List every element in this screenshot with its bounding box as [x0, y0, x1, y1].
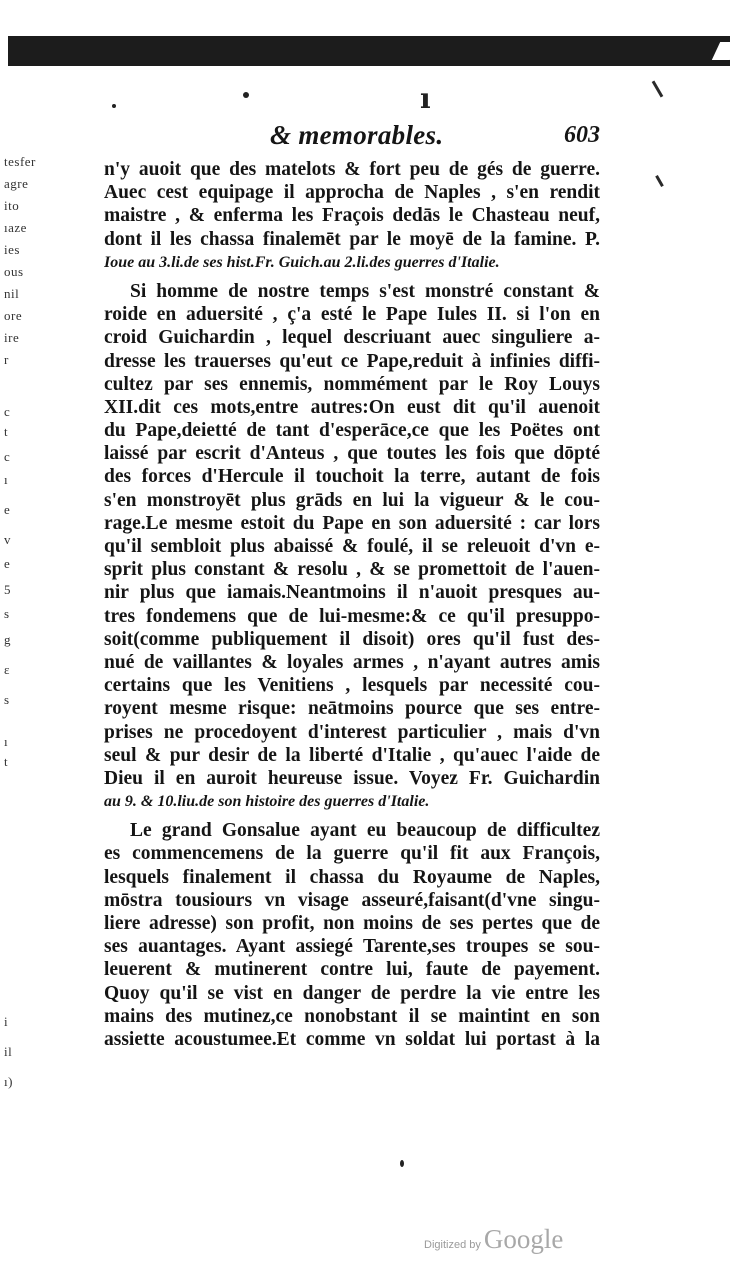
margin-fragment: e — [4, 502, 11, 517]
margin-fragment: c — [4, 449, 11, 464]
margin-fragment: ıaze — [4, 220, 27, 235]
citation-line: au 9. & 10.liu.de son histoire des guerres d'Italie. — [104, 793, 430, 811]
margin-fragment: 5 — [4, 582, 11, 597]
text-line: prises ne procedoyent d'interest particulier , mais d'vn — [104, 721, 600, 743]
text-line: roide en aduersité , ç'a esté le Pape Iules II. si l'on en — [104, 304, 600, 326]
text-line: Auec cest equipage il approcha de Naples , s'en rendit — [104, 182, 600, 204]
text-line: rage.Le mesme estoit du Pape en son aduersité : car lors — [104, 512, 600, 534]
margin-fragment: t — [4, 424, 9, 439]
margin-fragment: tesfer — [4, 154, 36, 169]
margin-fragment: c — [4, 404, 11, 419]
margin-fragment: ous — [4, 264, 24, 279]
text-line: Le grand Gonsalue ayant eu beaucoup de difficultez — [130, 820, 600, 842]
ink-stroke — [652, 80, 664, 97]
text-line: dont il les chassa finalemēt par le moyē de la famine. P. — [104, 228, 600, 250]
text-line: laissé par escrit d'Anteus , que toutes les fois que dōpté — [104, 443, 600, 465]
ink-speck — [112, 104, 116, 108]
ink-stroke — [655, 175, 664, 187]
margin-fragment: ore — [4, 308, 23, 323]
margin-fragment: v — [4, 532, 11, 547]
margin-fragment: ire — [4, 330, 20, 345]
margin-fragment: s — [4, 692, 10, 707]
text-line: Quoy qu'il se vist en danger de perdre la vie entre les — [104, 982, 600, 1004]
page-number: 603 — [564, 122, 600, 148]
citation-line: Ioue au 3.li.de ses hist.Fr. Guich.au 2.li.des guerres d'Italie. — [104, 253, 500, 271]
page-header — [270, 120, 600, 160]
ink-speck — [400, 1160, 404, 1167]
text-line: Si homme de nostre temps s'est monstré constant & — [130, 280, 600, 302]
google-logo: Google — [483, 1224, 564, 1254]
margin-fragment: ies — [4, 242, 20, 257]
margin-fragment: s — [4, 606, 10, 621]
margin-fragment: i — [4, 1014, 9, 1029]
margin-fragment: ı — [4, 734, 9, 749]
text-line: nir plus que iamais.Neantmoins il n'auoit presques au- — [104, 582, 600, 604]
text-line: liere adresse) son profit, non moins de ses pertes que de — [104, 913, 600, 934]
text-line: mains des mutinez,ce nonobstant il se maintint en son — [104, 1005, 600, 1027]
text-line: leuerent & mutinerent contre lui, faute de payement. — [104, 959, 600, 981]
margin-fragment: ı — [4, 472, 9, 487]
digitized-label: Digitized by — [424, 1239, 481, 1251]
text-line: des forces d'Hercule il touchoit la terre, autant de fois — [104, 466, 600, 488]
margin-fragment: r — [4, 352, 9, 367]
text-line: maistre , & enferma les Fraçois dedās le Chasteau neuf, — [104, 205, 600, 227]
text-line: s'en monstroyēt plus grāds en lui la vigueur & le cou- — [104, 489, 600, 511]
digitized-by-watermark — [424, 1224, 563, 1255]
text-line: du Pape,deietté de tant d'esperāce,ce que les Poëtes ont — [104, 420, 600, 442]
margin-fragment: nil — [4, 286, 20, 301]
text-line: qu'il sembloit plus abaissé & foulé, il se releuoit d'vn e- — [104, 536, 600, 557]
scan-edge-bar — [8, 36, 730, 66]
margin-fragment: g — [4, 632, 11, 647]
body-text — [104, 158, 600, 1051]
margin-fragment: ε — [4, 662, 10, 677]
margin-fragment: ito — [4, 198, 20, 213]
text-line: XII.dit ces mots,entre autres:On eust dit qu'il auenoit — [104, 396, 600, 418]
margin-fragment: ı) — [4, 1074, 13, 1089]
text-line: soit(comme publiquement il disoit) ores qu'il fust des- — [104, 628, 600, 650]
text-line: nué de vaillantes & loyales armes , n'ayant autres amis — [104, 651, 600, 673]
text-line: cultez par ses ennemis, nommément par le Roy Louys — [104, 373, 600, 395]
header-mark: ı — [420, 82, 431, 115]
text-line: seul & pur desir de la liberté d'Italie , qu'auec l'aide de — [104, 744, 600, 766]
margin-fragment: e — [4, 556, 11, 571]
ink-speck — [243, 92, 249, 98]
text-line: assiette acoustumee.Et comme vn soldat lui portast à la — [104, 1028, 600, 1050]
text-line: tres fondemens que de lui-mesme:& ce qu'il presuppo- — [104, 605, 600, 627]
text-line: croid Guichardin , lequel descriuant auec singuliere a- — [104, 327, 600, 349]
text-line: Dieu il en auroit heureuse issue. Voyez Fr. Guichardin — [104, 767, 600, 789]
text-line: es commencemens de la guerre qu'il fit aux François, — [104, 843, 600, 865]
text-line: sprit plus constant & resolu , & se promettoit de l'auen- — [104, 559, 600, 581]
text-line: mōstra tousiours vn visage asseuré,faisant(d'vne singu- — [104, 889, 600, 911]
margin-fragment: agre — [4, 176, 29, 191]
text-line: royent mesme risque: neātmoins pource que ses entre- — [104, 698, 600, 720]
text-line: lesquels finalement il chassa du Royaume de Naples, — [104, 866, 600, 888]
text-line: certains que les Venitiens , lesquels par necessité cou- — [104, 675, 600, 697]
text-line: n'y auoit que des matelots & fort peu de gés de guerre. — [104, 159, 600, 180]
text-line: ses auantages. Ayant assiegé Tarente,ses troupes se sou- — [104, 936, 600, 958]
margin-fragment: il — [4, 1044, 13, 1059]
text-line: dresse les trauerses qu'eut ce Pape,reduit à infinies diffi- — [104, 350, 600, 372]
margin-fragment: t — [4, 754, 9, 769]
running-title: & memorables. — [270, 120, 444, 150]
